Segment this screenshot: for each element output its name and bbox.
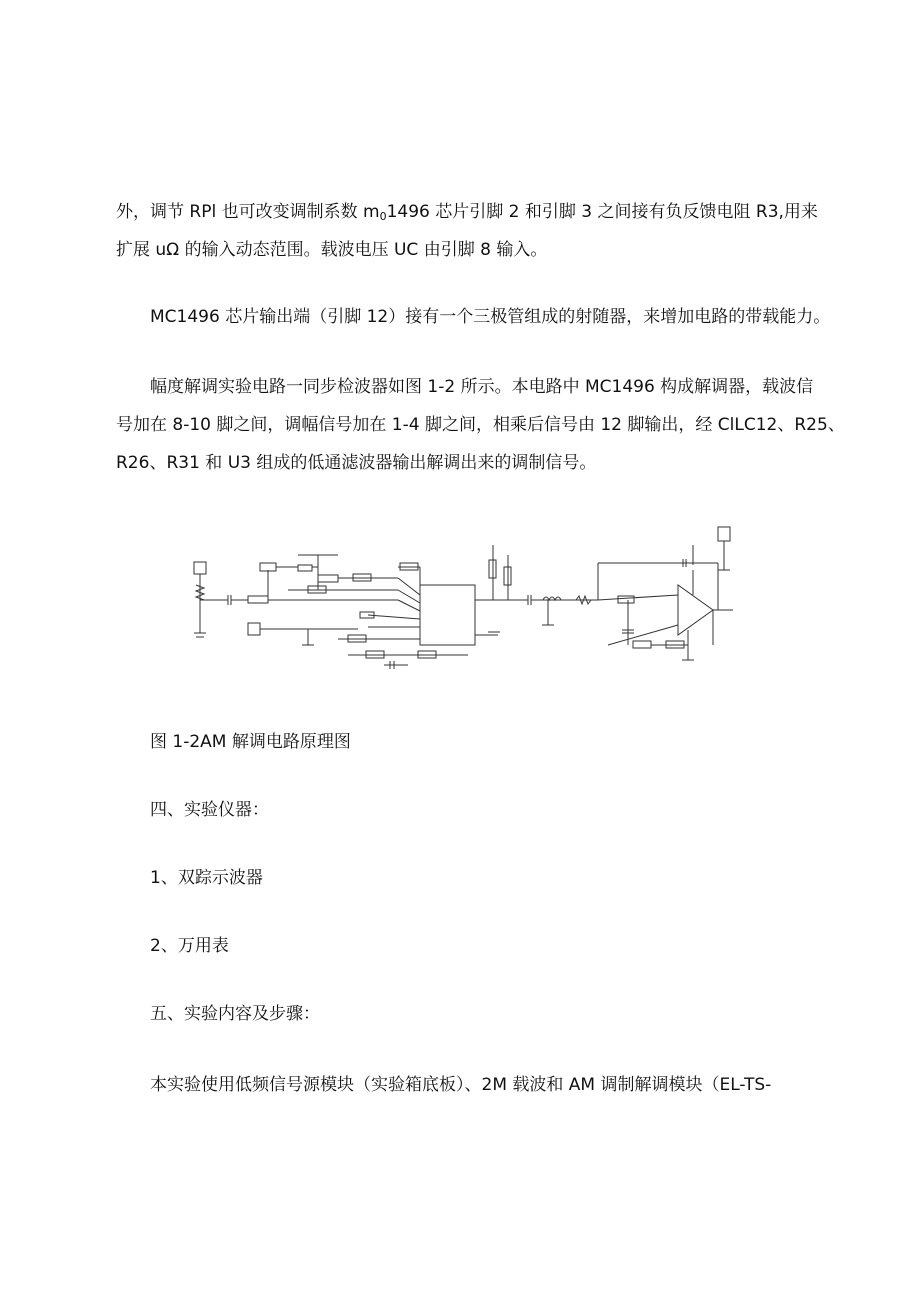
section-4-heading: 四、实验仪器：: [150, 800, 269, 820]
paragraph-3-line-2: 号加在 8-10 脚之间，调幅信号加在 1-4 脚之间，相乘后信号由 12 脚输出，经 ClLC12、R25、: [116, 415, 845, 435]
section-5-text: 本实验使用低频信号源模块（实验箱底板）、2M 载波和 AM 调制解调模块（EL-TS-: [150, 1075, 772, 1095]
instrument-item-2: 2、万用表: [150, 936, 229, 956]
paragraph-3-line-3: R26、R31 和 U3 组成的低通滤波器输出解调出来的调制信号。: [116, 453, 597, 473]
instrument-item-1: 1、双踪示波器: [150, 868, 263, 888]
figure-caption: 图 1-2AM 解调电路原理图: [150, 732, 351, 752]
paragraph-1-line-2: 扩展 uΩ 的输入动态范围。载波电压 UC 由引脚 8 输入。: [116, 240, 548, 260]
am-demodulation-circuit-diagram: [188, 515, 748, 695]
section-5-heading: 五、实验内容及步骤：: [150, 1004, 320, 1024]
paragraph-3-line-1: 幅度解调实验电路一同步检波器如图 1-2 所示。本电路中 MC1496 构成解调器，载波信: [150, 377, 814, 397]
paragraph-2: MC1496 芯片输出端（引脚 12）接有一个三极管组成的射随器，来增加电路的带载能力。: [150, 307, 831, 327]
paragraph-1-line-1: 外，调节 RPl 也可改变调制系数 $m_01496$ 芯片引脚 2 和引脚 3 之间接有负反馈电阻 R3,用来: [116, 202, 818, 223]
